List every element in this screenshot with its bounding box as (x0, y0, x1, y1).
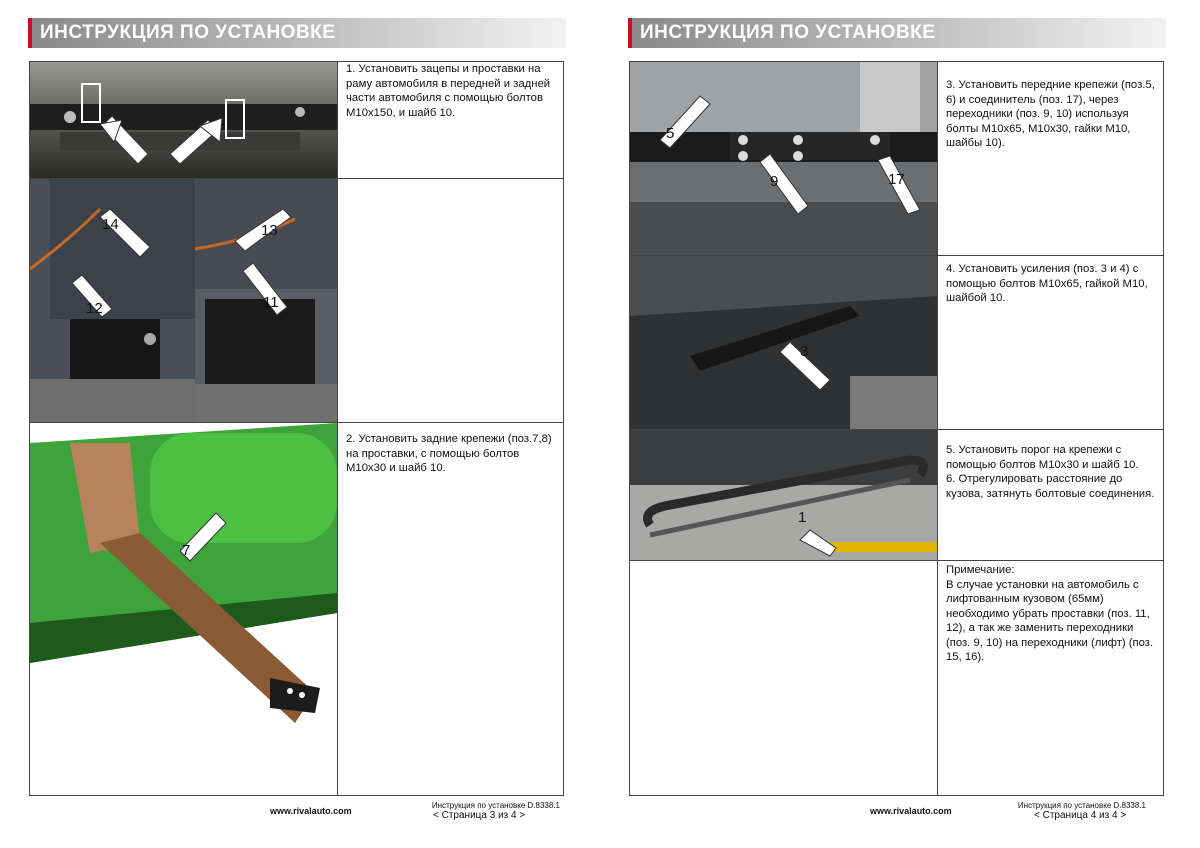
callout-3: 3 (800, 343, 809, 360)
step-1-text: 1. Установить зацепы и проставки на раму автомобиля в передней и задней части автомобиля с помощью болтов М10х150, и шайб 10. (346, 63, 551, 119)
footer-doc-id: Инструкция по установке D.8338.1 (1017, 801, 1146, 810)
page-title: ИНСТРУКЦИЯ ПО УСТАНОВКЕ (40, 22, 336, 43)
step-2-text: 2. Установить задние крепежи (поз.7,8) на проставки, с помощью болтов М10х30 и шайб 10. (346, 433, 552, 474)
callout-5: 5 (666, 125, 675, 142)
step-5-6-text: 5. Установить порог на крепежи с помощью болтов М10х30 и шайб 10. 6. Отрегулировать расстояние до кузова, затянуть болтовые соединения. (946, 444, 1155, 500)
step-3-text: 3. Установить передние крепежи (поз.5, 6) и соединитель (поз. 17), через переходники (поз. 9, 10) используя болты М10х65, М10х30, гайки М10, шайбы 10). (946, 79, 1155, 149)
next-page-label[interactable]: > (519, 810, 526, 821)
photo-reinforcements (630, 256, 937, 429)
page-title: ИНСТРУКЦИЯ ПО УСТАНОВКЕ (640, 22, 936, 43)
footer-website[interactable]: www.rivalauto.com (870, 806, 952, 816)
page-header-bar (28, 18, 566, 48)
page-of: из (498, 810, 509, 821)
callout-7: 7 (182, 542, 191, 559)
step-4-text: 4. Установить усиления (поз. 3 и 4) с помощью болтов М10х65, гайкой М10, шайбой 10. (946, 263, 1148, 304)
callout-13: 13 (261, 222, 278, 239)
page-total: 4 (1112, 810, 1118, 821)
footer-page-nav (433, 810, 525, 821)
photo-spacer-rear (195, 179, 337, 422)
page-current: 4 (1090, 810, 1097, 821)
page-of: из (1099, 810, 1110, 821)
callout-12: 12 (86, 300, 103, 317)
page-4 (600, 0, 1200, 848)
render-rear-bracket (30, 423, 337, 748)
footer-doc-id: Инструкция по установке D.8338.1 (431, 801, 560, 810)
footer-page-nav (1034, 810, 1126, 821)
callout-11: 11 (263, 294, 279, 311)
callout-14: 14 (102, 216, 119, 233)
prev-page-label[interactable]: < Страница (1034, 810, 1088, 821)
callout-17: 17 (888, 171, 905, 188)
photo-spacer-front (30, 179, 195, 422)
callout-1: 1 (798, 509, 807, 526)
note-text: Примечание: В случае установки на автомобиль с лифтованным кузовом (65мм) необходимо убрать проставки (поз. 11, 12), а так же заменить переходники (поз. 9, 10) на переходники (лифт) (поз. 15, 16). (946, 564, 1154, 663)
photo-side-step (630, 430, 937, 560)
page-current: 3 (489, 810, 496, 821)
next-page-label[interactable]: > (1120, 810, 1127, 821)
prev-page-label[interactable]: < Страница (433, 810, 487, 821)
callout-9: 9 (770, 173, 779, 190)
page-header-bar (628, 18, 1166, 48)
page-total: 4 (511, 810, 517, 821)
footer-website[interactable]: www.rivalauto.com (270, 806, 352, 816)
photo-frame-mounts (30, 62, 337, 178)
photo-front-mounts (630, 62, 937, 255)
